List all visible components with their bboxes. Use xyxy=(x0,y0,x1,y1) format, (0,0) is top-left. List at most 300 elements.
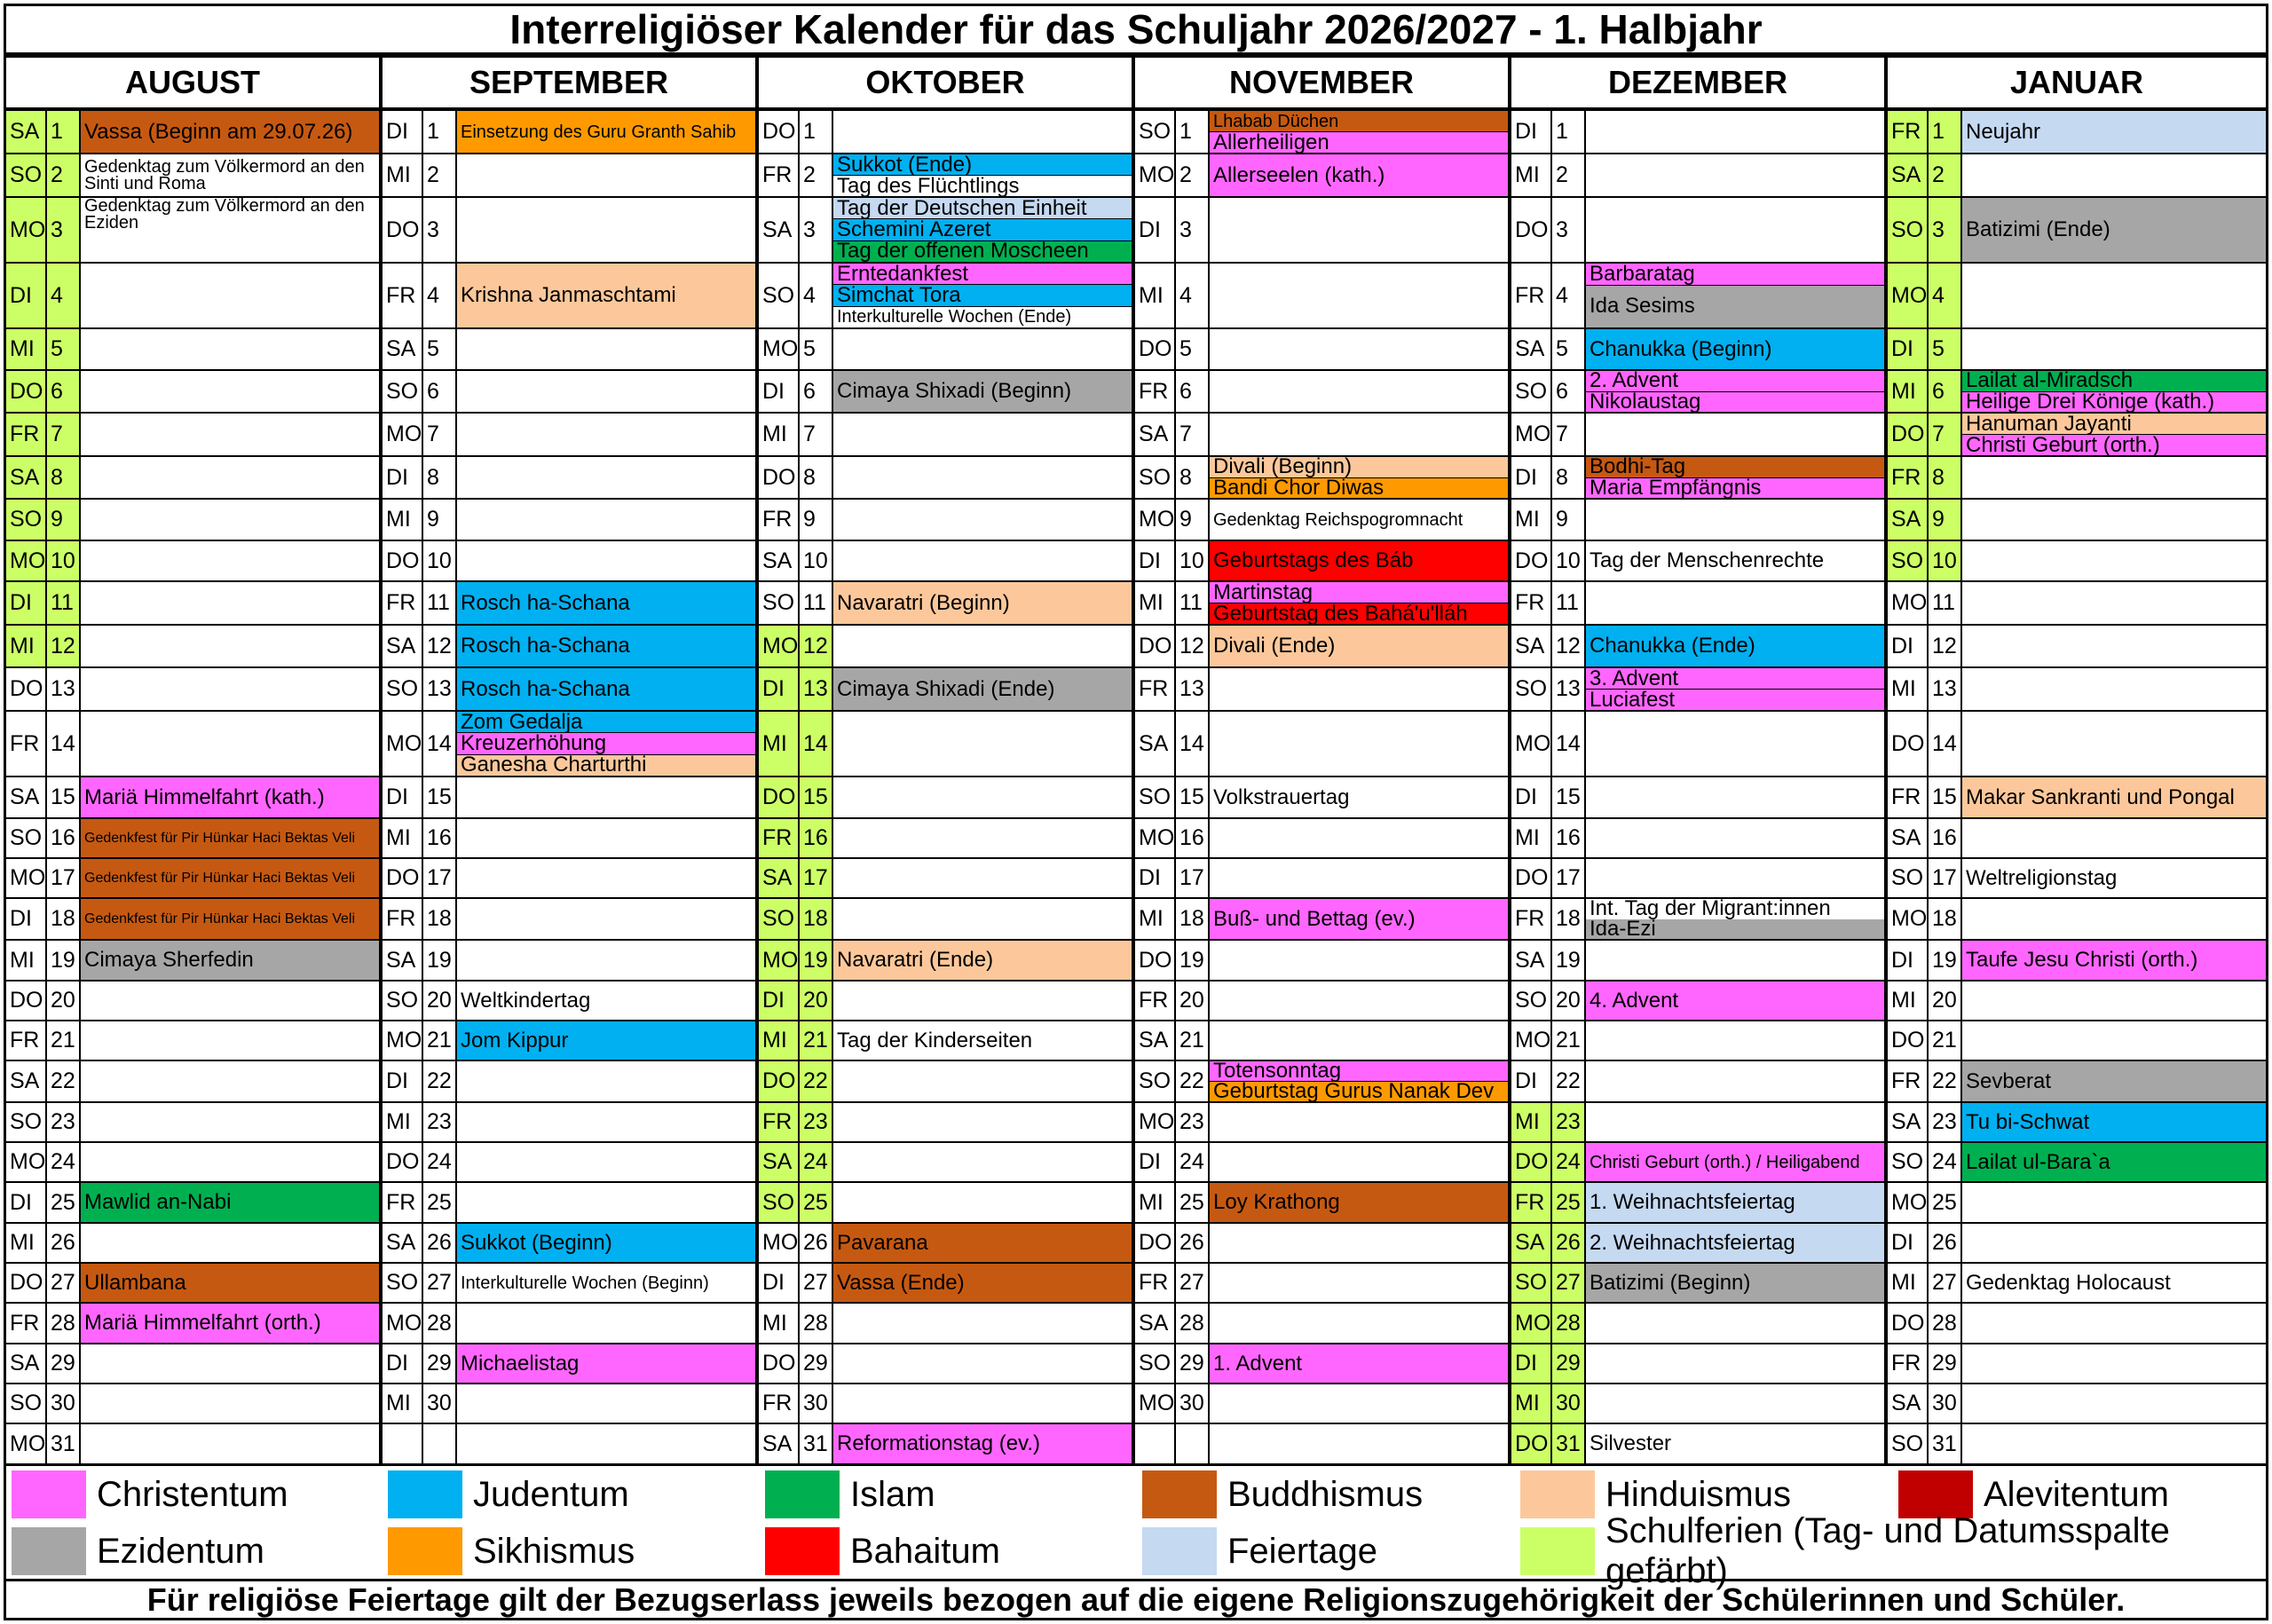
event-cell xyxy=(1210,899,1508,939)
event-cell xyxy=(1586,371,1884,412)
date-cell: 17 xyxy=(423,859,457,897)
event-cell xyxy=(1210,819,1508,857)
weekday-cell: MI xyxy=(1888,1264,1929,1302)
date-cell: 9 xyxy=(1176,500,1210,540)
date-cell: 14 xyxy=(1929,712,1962,776)
date-cell: 25 xyxy=(1929,1183,1962,1222)
date-cell: 19 xyxy=(423,941,457,980)
weekday-cell: FR xyxy=(6,1304,47,1343)
date-cell: 5 xyxy=(1176,329,1210,369)
event-cell xyxy=(1210,777,1508,817)
weekday-cell: SA xyxy=(759,859,800,897)
event-cell xyxy=(1962,1021,2266,1060)
weekday-cell: DO xyxy=(1888,414,1929,455)
month-dezember xyxy=(1511,58,1888,1463)
weekday-cell: SA xyxy=(383,1224,423,1262)
weekday-cell: DO xyxy=(383,198,423,262)
day-row xyxy=(759,777,1132,819)
day-row xyxy=(383,1384,755,1424)
date-cell: 31 xyxy=(47,1424,81,1463)
event-cell xyxy=(457,1103,755,1141)
date-cell: 8 xyxy=(423,457,457,498)
day-row xyxy=(1135,1424,1508,1465)
event-cell xyxy=(833,777,1132,817)
day-row xyxy=(1888,1143,2266,1183)
event-cell xyxy=(457,1264,755,1302)
day-row xyxy=(1135,500,1508,541)
event-cell xyxy=(833,1143,1132,1181)
month-august xyxy=(6,58,383,1463)
weekday-cell: SO xyxy=(1888,198,1929,262)
weekday-cell: DO xyxy=(1511,859,1552,897)
weekday-cell: DO xyxy=(1511,1143,1552,1181)
date-cell: 20 xyxy=(47,981,81,1020)
event-entry: Rosch ha-Schana xyxy=(457,582,755,624)
event-cell xyxy=(81,582,379,624)
day-row xyxy=(383,264,755,329)
event-cell xyxy=(1586,1103,1884,1141)
event-cell xyxy=(1210,626,1508,666)
day-row xyxy=(1135,264,1508,329)
event-cell xyxy=(81,1424,379,1463)
day-row xyxy=(759,264,1132,329)
event-cell xyxy=(833,154,1132,196)
date-cell: 25 xyxy=(800,1183,833,1222)
day-row xyxy=(1511,1061,1884,1103)
date-cell: 29 xyxy=(1552,1344,1586,1383)
weekday-cell: DO xyxy=(1888,712,1929,776)
day-row xyxy=(383,899,755,941)
weekday-cell: SA xyxy=(6,1344,47,1383)
event-entry: Luciafest xyxy=(1586,690,1884,710)
event-cell xyxy=(1210,1224,1508,1262)
event-entry: Batizimi (Ende) xyxy=(1962,198,2266,262)
event-cell xyxy=(81,941,379,980)
weekday-cell: DO xyxy=(6,981,47,1020)
event-cell xyxy=(1586,500,1884,540)
legend-item-buddhismus xyxy=(1142,1468,1423,1521)
event-entry: Kreuzerhöhung xyxy=(457,733,755,754)
event-cell xyxy=(1586,1021,1884,1060)
weekday-cell: SO xyxy=(6,500,47,540)
day-row xyxy=(1135,1264,1508,1304)
date-cell xyxy=(1176,1424,1210,1463)
weekday-cell: FR xyxy=(1888,1344,1929,1383)
weekday-cell: MI xyxy=(1511,1384,1552,1423)
weekday-cell: MI xyxy=(1511,819,1552,857)
weekday-cell: SO xyxy=(759,264,800,327)
weekday-cell: FR xyxy=(6,1021,47,1060)
date-cell: 7 xyxy=(423,414,457,455)
day-row xyxy=(1135,1061,1508,1103)
day-row xyxy=(1135,1344,1508,1384)
day-row xyxy=(383,1021,755,1061)
event-entry: Mariä Himmelfahrt (orth.) xyxy=(81,1304,379,1343)
event-cell xyxy=(833,712,1132,776)
day-row xyxy=(1888,1344,2266,1384)
weekday-cell: DO xyxy=(759,1344,800,1383)
day-row xyxy=(1511,371,1884,414)
weekday-cell: SO xyxy=(1888,859,1929,897)
weekday-cell: SO xyxy=(759,1183,800,1222)
date-cell: 17 xyxy=(47,859,81,897)
event-cell xyxy=(1210,1021,1508,1060)
day-row xyxy=(1135,371,1508,414)
event-cell xyxy=(1586,457,1884,498)
day-row xyxy=(1888,1264,2266,1304)
day-row xyxy=(6,198,379,264)
event-entry: Christi Geburt (orth.) xyxy=(1962,435,2266,455)
weekday-cell: SO xyxy=(1511,981,1552,1020)
event-cell xyxy=(81,981,379,1020)
weekday-cell: DI xyxy=(1511,457,1552,498)
event-entry: Martinstag xyxy=(1210,582,1508,603)
date-cell: 13 xyxy=(800,668,833,710)
day-row xyxy=(6,712,379,777)
weekday-cell: MI xyxy=(6,329,47,369)
day-row xyxy=(759,414,1132,457)
event-entry: Vassa (Ende) xyxy=(833,1264,1132,1302)
event-cell xyxy=(457,819,755,857)
event-cell xyxy=(81,1061,379,1101)
weekday-cell: MI xyxy=(1511,1103,1552,1141)
event-entry: Heilige Drei Könige (kath.) xyxy=(1962,392,2266,413)
day-row xyxy=(1135,198,1508,264)
page-title: Interreligiöser Kalender für das Schuljahr 2026/2027 - 1. Halbjahr xyxy=(4,4,2268,55)
legend-swatch xyxy=(1142,1527,1217,1575)
day-row xyxy=(6,859,379,899)
weekday-cell: DI xyxy=(1888,329,1929,369)
day-row xyxy=(1888,1021,2266,1061)
date-cell: 8 xyxy=(1929,457,1962,498)
date-cell: 23 xyxy=(800,1103,833,1141)
day-row xyxy=(1135,457,1508,500)
event-cell xyxy=(1962,414,2266,455)
date-cell: 21 xyxy=(1929,1021,1962,1060)
date-cell: 11 xyxy=(1552,582,1586,624)
date-cell: 4 xyxy=(1929,264,1962,327)
event-entry: Navaratri (Beginn) xyxy=(833,582,1132,624)
legend-item-ezidentum xyxy=(12,1525,264,1578)
weekday-cell: MI xyxy=(383,1384,423,1423)
day-row xyxy=(6,1224,379,1264)
event-cell xyxy=(81,777,379,817)
weekday-cell: DI xyxy=(383,457,423,498)
event-entry: Geburtstags des Báb xyxy=(1210,541,1508,580)
date-cell: 4 xyxy=(47,264,81,327)
event-cell xyxy=(457,154,755,196)
weekday-cell: SA xyxy=(6,777,47,817)
event-cell xyxy=(833,329,1132,369)
legend xyxy=(4,1466,2268,1590)
event-cell xyxy=(1210,859,1508,897)
date-cell: 22 xyxy=(47,1061,81,1101)
date-cell: 15 xyxy=(1176,777,1210,817)
event-cell xyxy=(1962,668,2266,710)
weekday-cell: DO xyxy=(759,111,800,153)
day-row xyxy=(383,859,755,899)
day-row xyxy=(6,626,379,668)
day-row xyxy=(6,899,379,941)
month-header: SEPTEMBER xyxy=(383,58,755,111)
date-cell: 29 xyxy=(1929,1344,1962,1383)
weekday-cell: MO xyxy=(1135,819,1176,857)
event-cell xyxy=(81,541,379,580)
date-cell: 7 xyxy=(1552,414,1586,455)
event-cell xyxy=(1962,712,2266,776)
legend-label: Judentum xyxy=(473,1474,629,1514)
event-cell xyxy=(833,414,1132,455)
day-row xyxy=(1135,941,1508,981)
day-row xyxy=(1511,198,1884,264)
weekday-cell: SA xyxy=(1135,414,1176,455)
legend-label: Schulferien (Tag- und Datumsspalte gefärbt) xyxy=(1605,1511,2170,1590)
event-entry: Gedenktag Holocaust xyxy=(1966,1270,2171,1295)
event-cell xyxy=(1586,1143,1884,1181)
event-cell xyxy=(81,1103,379,1141)
event-entry: Reformationstag (ev.) xyxy=(833,1424,1132,1463)
weekday-cell: DI xyxy=(759,668,800,710)
date-cell: 16 xyxy=(1929,819,1962,857)
day-row xyxy=(1888,777,2266,819)
weekday-cell: FR xyxy=(1511,582,1552,624)
day-row xyxy=(1511,1224,1884,1264)
event-cell xyxy=(833,981,1132,1020)
event-entry: Gedenkfest für Pir Hünkar Haci Bektas Veli xyxy=(81,899,379,939)
weekday-cell: DO xyxy=(1135,626,1176,666)
date-cell: 5 xyxy=(1929,329,1962,369)
day-row xyxy=(759,1304,1132,1344)
weekday-cell: FR xyxy=(6,712,47,776)
date-cell: 10 xyxy=(800,541,833,580)
event-entry: Tag der Deutschen Einheit xyxy=(833,198,1132,219)
event-cell xyxy=(81,712,379,776)
weekday-cell: MI xyxy=(1888,371,1929,412)
date-cell: 25 xyxy=(47,1183,81,1222)
event-entry: Weltreligionstag xyxy=(1966,865,2118,890)
event-cell xyxy=(457,899,755,939)
day-row xyxy=(6,668,379,712)
event-cell xyxy=(81,329,379,369)
weekday-cell: DI xyxy=(1511,1344,1552,1383)
weekday-cell: SA xyxy=(759,1424,800,1463)
legend-label: Sikhismus xyxy=(473,1531,635,1571)
weekday-cell: DO xyxy=(759,457,800,498)
event-cell xyxy=(833,1183,1132,1222)
event-entry: Loy Krathong xyxy=(1210,1183,1508,1222)
event-entry: Chanukka (Beginn) xyxy=(1586,329,1884,369)
date-cell: 19 xyxy=(800,941,833,980)
date-cell: 22 xyxy=(423,1061,457,1101)
date-cell: 16 xyxy=(1552,819,1586,857)
weekday-cell xyxy=(1135,1424,1176,1463)
weekday-cell: DI xyxy=(1888,941,1929,980)
event-cell xyxy=(1210,1384,1508,1423)
day-row xyxy=(383,1264,755,1304)
date-cell: 12 xyxy=(1176,626,1210,666)
event-entry: Interkulturelle Wochen (Beginn) xyxy=(461,1273,709,1293)
date-cell: 14 xyxy=(800,712,833,776)
weekday-cell: SO xyxy=(383,668,423,710)
date-cell: 13 xyxy=(47,668,81,710)
day-row xyxy=(759,371,1132,414)
weekday-cell: DI xyxy=(1888,1224,1929,1262)
weekday-cell: FR xyxy=(383,264,423,327)
weekday-cell: MO xyxy=(6,198,47,262)
weekday-cell: SA xyxy=(1135,1021,1176,1060)
legend-label: Feiertage xyxy=(1227,1531,1377,1571)
weekday-cell: SO xyxy=(383,981,423,1020)
date-cell: 21 xyxy=(1552,1021,1586,1060)
event-entry: Ganesha Charturthi xyxy=(457,755,755,776)
event-cell xyxy=(457,1224,755,1262)
weekday-cell: FR xyxy=(1135,668,1176,710)
weekday-cell: SA xyxy=(383,329,423,369)
date-cell: 19 xyxy=(1929,941,1962,980)
day-row xyxy=(6,1344,379,1384)
day-row xyxy=(383,1143,755,1183)
day-row xyxy=(383,668,755,712)
weekday-cell: MO xyxy=(1135,154,1176,196)
day-row xyxy=(759,1143,1132,1183)
event-cell xyxy=(81,1304,379,1343)
event-cell xyxy=(457,457,755,498)
day-row xyxy=(383,198,755,264)
legend-item-sikhismus xyxy=(388,1525,635,1578)
date-cell: 17 xyxy=(1552,859,1586,897)
month-header: JANUAR xyxy=(1888,58,2266,111)
date-cell: 31 xyxy=(800,1424,833,1463)
weekday-cell: MI xyxy=(1511,154,1552,196)
event-entry: Sevberat xyxy=(1962,1061,2266,1101)
date-cell: 5 xyxy=(800,329,833,369)
date-cell: 10 xyxy=(1176,541,1210,580)
event-entry: Taufe Jesu Christi (orth.) xyxy=(1962,941,2266,980)
weekday-cell: SO xyxy=(759,899,800,939)
day-row xyxy=(759,154,1132,198)
event-cell xyxy=(1962,777,2266,817)
event-entry: Weltkindertag xyxy=(461,988,591,1013)
event-entry: Lailat al-Miradsch xyxy=(1962,371,2266,392)
event-cell xyxy=(457,941,755,980)
date-cell: 30 xyxy=(1176,1384,1210,1423)
date-cell: 23 xyxy=(1929,1103,1962,1141)
legend-item-schulferien xyxy=(1520,1511,2266,1590)
event-entry: Vassa (Beginn am 29.07.26) xyxy=(81,111,379,153)
date-cell: 5 xyxy=(1552,329,1586,369)
day-row xyxy=(759,899,1132,941)
event-cell xyxy=(833,1384,1132,1423)
date-cell: 28 xyxy=(1176,1304,1210,1343)
date-cell: 26 xyxy=(800,1224,833,1262)
day-row xyxy=(1888,1183,2266,1224)
event-cell xyxy=(457,981,755,1020)
date-cell: 19 xyxy=(1176,941,1210,980)
event-cell xyxy=(457,371,755,412)
event-cell xyxy=(1586,111,1884,153)
date-cell: 1 xyxy=(1176,111,1210,153)
event-cell xyxy=(1962,1424,2266,1463)
weekday-cell: MI xyxy=(6,626,47,666)
weekday-cell: DI xyxy=(1511,111,1552,153)
date-cell: 23 xyxy=(1176,1103,1210,1141)
event-cell xyxy=(833,1304,1132,1343)
legend-swatch xyxy=(12,1527,86,1575)
day-row xyxy=(383,819,755,859)
weekday-cell: MO xyxy=(759,1224,800,1262)
event-cell xyxy=(833,198,1132,262)
weekday-cell: SA xyxy=(759,541,800,580)
day-row xyxy=(6,1424,379,1465)
legend-swatch xyxy=(1142,1470,1217,1518)
date-cell: 6 xyxy=(800,371,833,412)
event-cell xyxy=(1962,819,2266,857)
date-cell: 26 xyxy=(423,1224,457,1262)
date-cell: 13 xyxy=(1929,668,1962,710)
event-cell xyxy=(1586,777,1884,817)
day-row xyxy=(6,371,379,414)
date-cell: 11 xyxy=(800,582,833,624)
date-cell: 6 xyxy=(1176,371,1210,412)
event-cell xyxy=(81,154,379,196)
day-row xyxy=(1511,859,1884,899)
day-row xyxy=(6,1143,379,1183)
event-entry: Maria Empfängnis xyxy=(1586,478,1884,499)
date-cell: 18 xyxy=(1929,899,1962,939)
event-cell xyxy=(81,1264,379,1302)
weekday-cell: DI xyxy=(1135,859,1176,897)
weekday-cell: MO xyxy=(1888,582,1929,624)
date-cell: 4 xyxy=(800,264,833,327)
date-cell: 8 xyxy=(1176,457,1210,498)
weekday-cell: DI xyxy=(759,981,800,1020)
event-cell xyxy=(457,1061,755,1101)
event-cell xyxy=(1210,1103,1508,1141)
weekday-cell: FR xyxy=(1135,981,1176,1020)
weekday-cell: FR xyxy=(759,1103,800,1141)
event-entry: Tag der Kinderseiten xyxy=(837,1028,1033,1052)
date-cell: 16 xyxy=(800,819,833,857)
weekday-cell: MI xyxy=(383,500,423,540)
day-row xyxy=(383,500,755,541)
day-row xyxy=(1511,777,1884,819)
weekday-cell: DO xyxy=(1888,1304,1929,1343)
date-cell: 1 xyxy=(1929,111,1962,153)
weekday-cell: MO xyxy=(1511,414,1552,455)
event-cell xyxy=(457,582,755,624)
event-cell xyxy=(457,111,755,153)
day-row xyxy=(383,941,755,981)
weekday-cell: SO xyxy=(1511,668,1552,710)
day-row xyxy=(1511,1183,1884,1224)
date-cell: 3 xyxy=(800,198,833,262)
event-cell xyxy=(833,1103,1132,1141)
event-cell xyxy=(1210,111,1508,153)
weekday-cell: SO xyxy=(6,819,47,857)
date-cell: 24 xyxy=(1929,1143,1962,1181)
date-cell: 4 xyxy=(423,264,457,327)
event-cell xyxy=(1962,1143,2266,1181)
event-cell xyxy=(81,1143,379,1181)
date-cell: 28 xyxy=(800,1304,833,1343)
day-row xyxy=(383,457,755,500)
event-cell xyxy=(81,457,379,498)
date-cell: 26 xyxy=(1929,1224,1962,1262)
day-row xyxy=(1135,777,1508,819)
date-cell: 6 xyxy=(1929,371,1962,412)
day-row xyxy=(1511,712,1884,777)
weekday-cell: MI xyxy=(1135,899,1176,939)
